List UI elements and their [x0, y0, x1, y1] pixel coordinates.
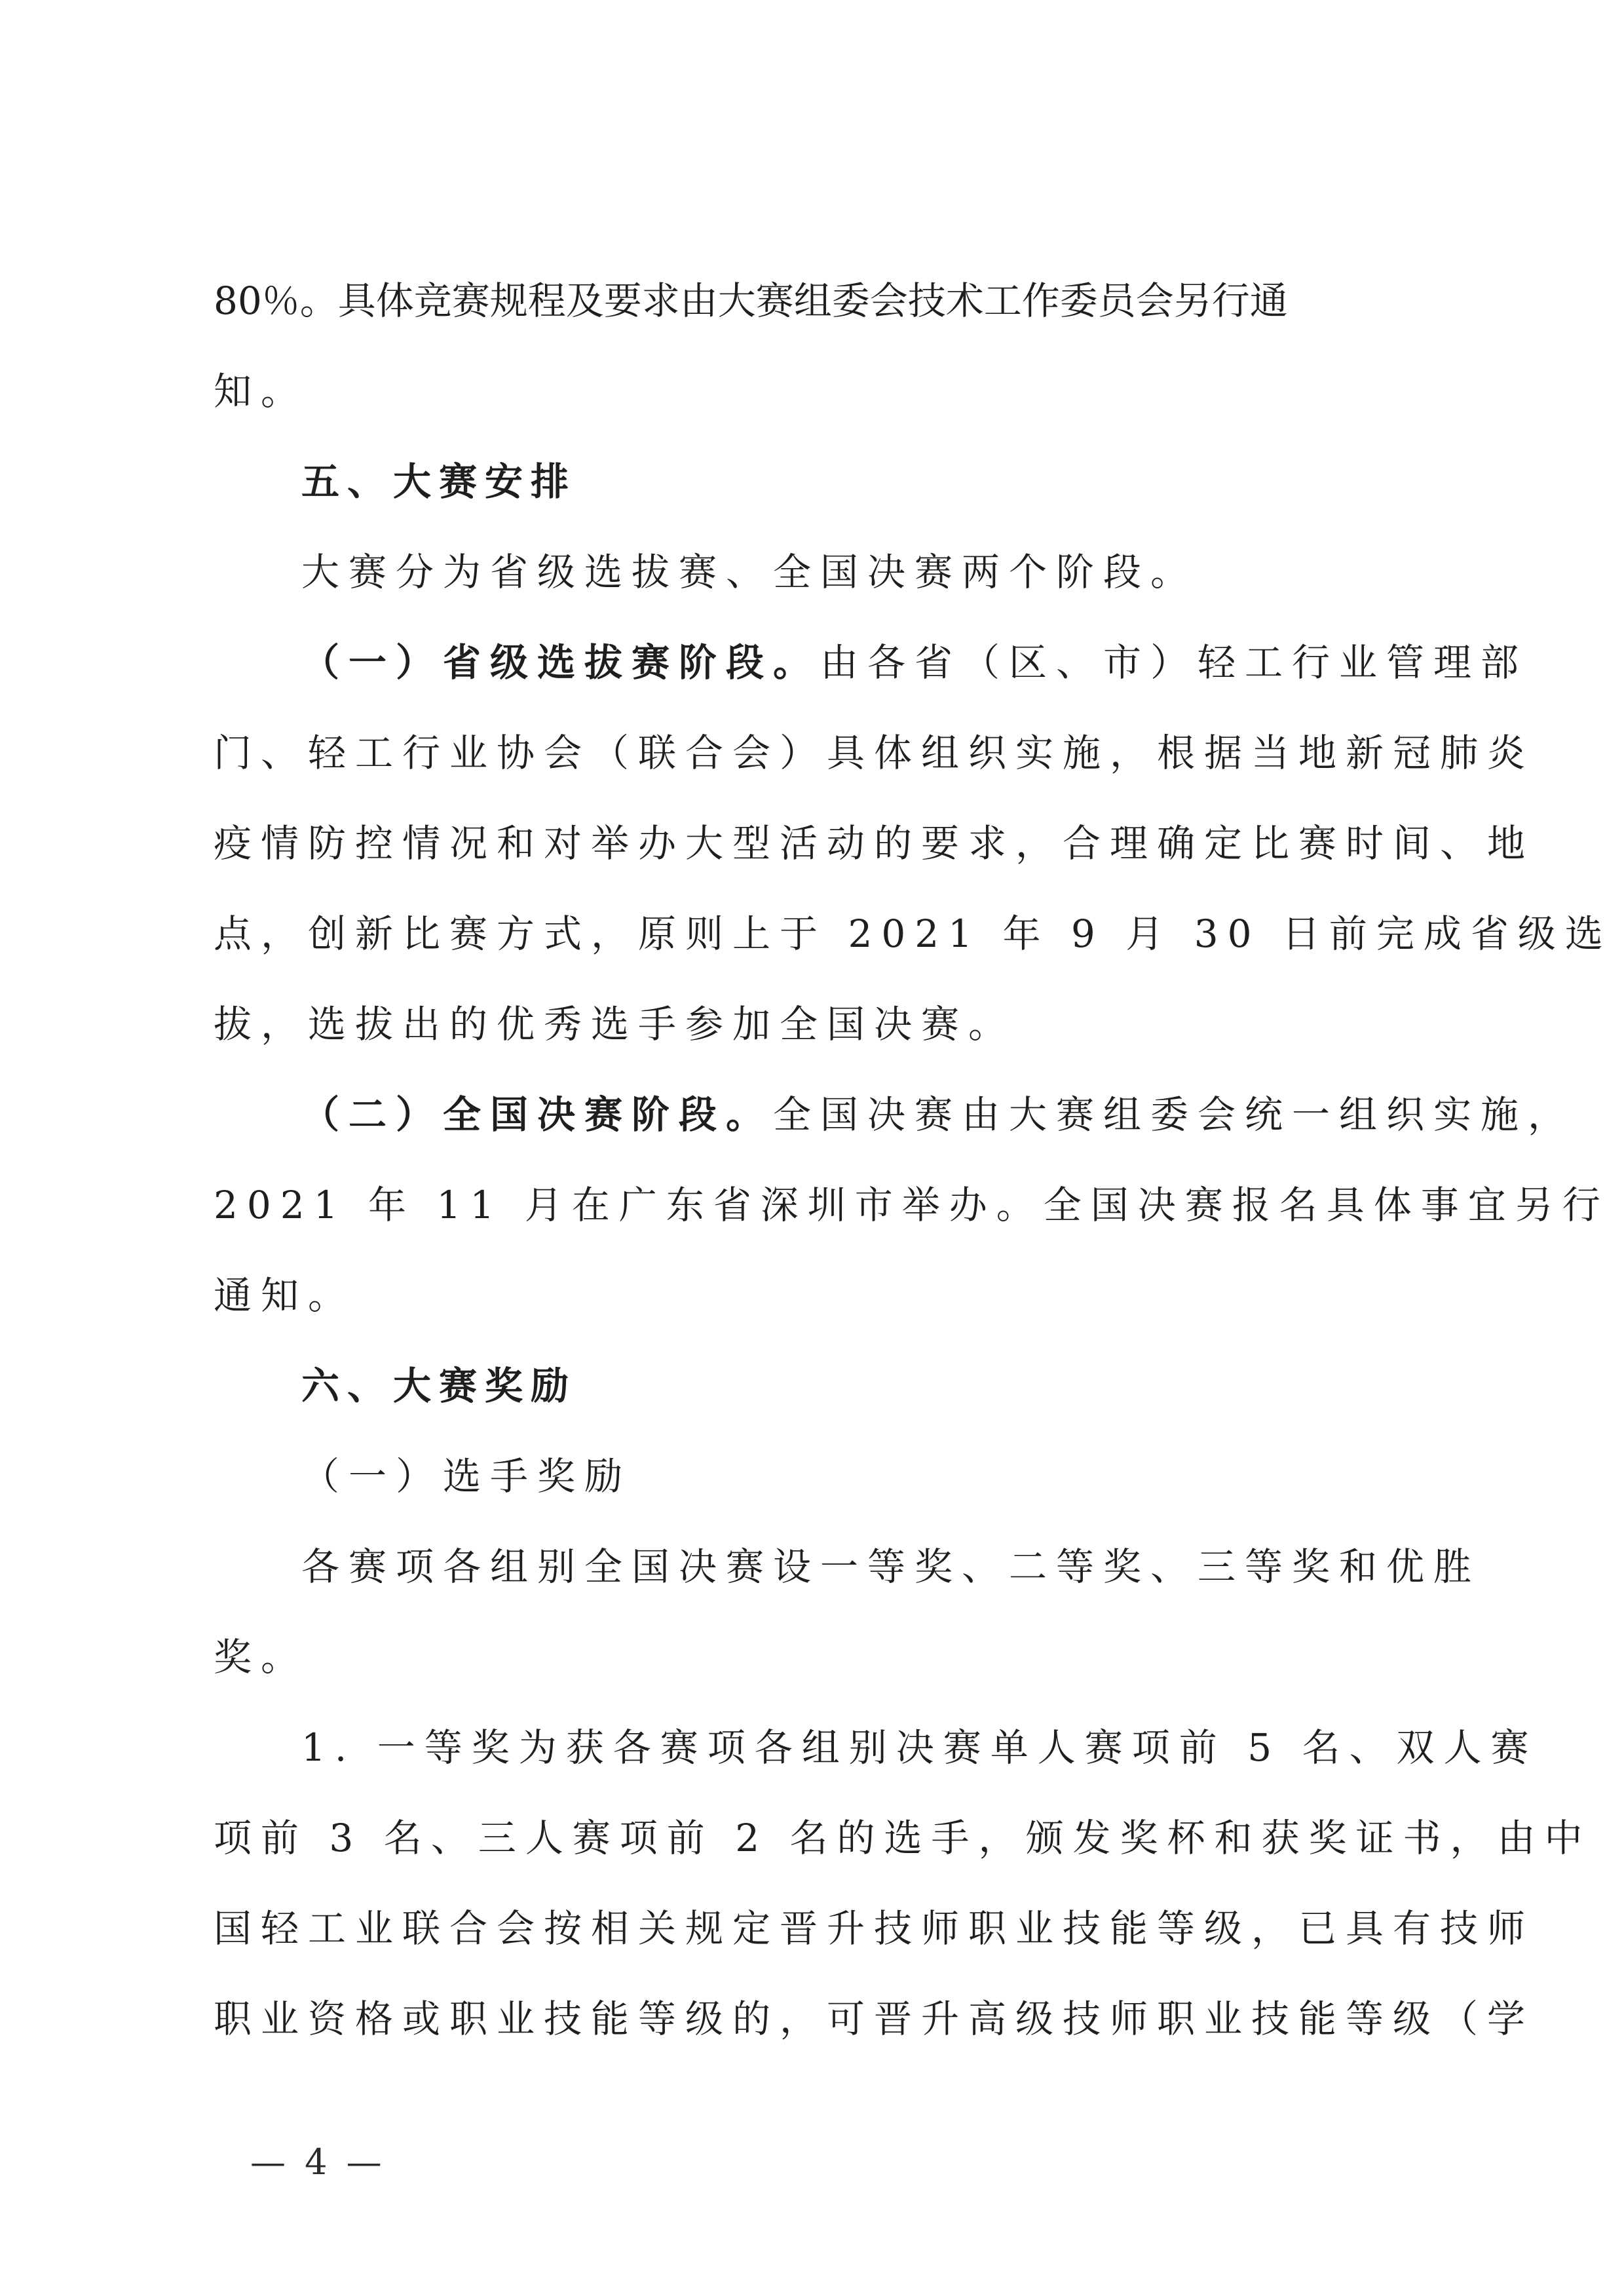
subheading-player-awards: （一）选手奖励	[301, 1454, 632, 1499]
paragraph-line: 门、轻工行业协会（联合会）具体组织实施，根据当地新冠肺炎	[214, 731, 1535, 775]
page-number: — 4 —	[250, 2141, 386, 2183]
paragraph-line: 奖。	[214, 1635, 309, 1679]
paragraph-line: 职业资格或职业技能等级的，可晋升高级技师职业技能等级（学	[214, 1997, 1535, 2041]
paragraph-line-stage2	[301, 1092, 1576, 1137]
paragraph-line	[214, 278, 1412, 323]
paragraph-line: 点，创新比赛方式，原则上于 2021 年 9 月 30 日前完成省级选	[214, 911, 1612, 956]
line-text: 80％。具体竞赛规程及要求由大赛组委会技术工作委员会另行通	[214, 278, 1288, 323]
paragraph-line: 国轻工业联合会按相关规定晋升技师职业技能等级，已具有技师	[214, 1906, 1535, 1951]
paragraph-line: 2021 年 11 月在广东省深圳市举办。全国决赛报名具体事宜另行	[214, 1183, 1610, 1227]
paragraph-line: 知。	[214, 369, 309, 413]
paragraph-line: 1. 一等奖为获各赛项各组别决赛单人赛项前 5 名、双人赛	[301, 1725, 1538, 1770]
stage1-lead: （一）省级选拔赛阶段。	[301, 640, 821, 685]
paragraph-line: 大赛分为省级选拔赛、全国决赛两个阶段。	[301, 550, 1198, 594]
paragraph-line: 通知。	[214, 1273, 356, 1318]
paragraph-line: 疫情防控情况和对举办大型活动的要求，合理确定比赛时间、地	[214, 821, 1535, 866]
paragraph-line-stage1	[301, 640, 1528, 685]
paragraph-line: 各赛项各组别全国决赛设一等奖、二等奖、三等奖和优胜	[301, 1544, 1481, 1589]
stage2-rest: 全国决赛由大赛组委会统一组织实施，	[773, 1092, 1576, 1137]
section-heading-6: 六、大赛奖励	[301, 1364, 577, 1408]
stage2-lead: （二）全国决赛阶段。	[301, 1092, 774, 1137]
stage1-rest: 由各省（区、市）轻工行业管理部	[820, 640, 1528, 685]
section-heading-5: 五、大赛安排	[301, 459, 577, 504]
paragraph-line: 拔，选拔出的优秀选手参加全国决赛。	[214, 1002, 1016, 1046]
paragraph-line: 项前 3 名、三人赛项前 2 名的选手，颁发奖杯和获奖证书，由中	[214, 1816, 1592, 1860]
